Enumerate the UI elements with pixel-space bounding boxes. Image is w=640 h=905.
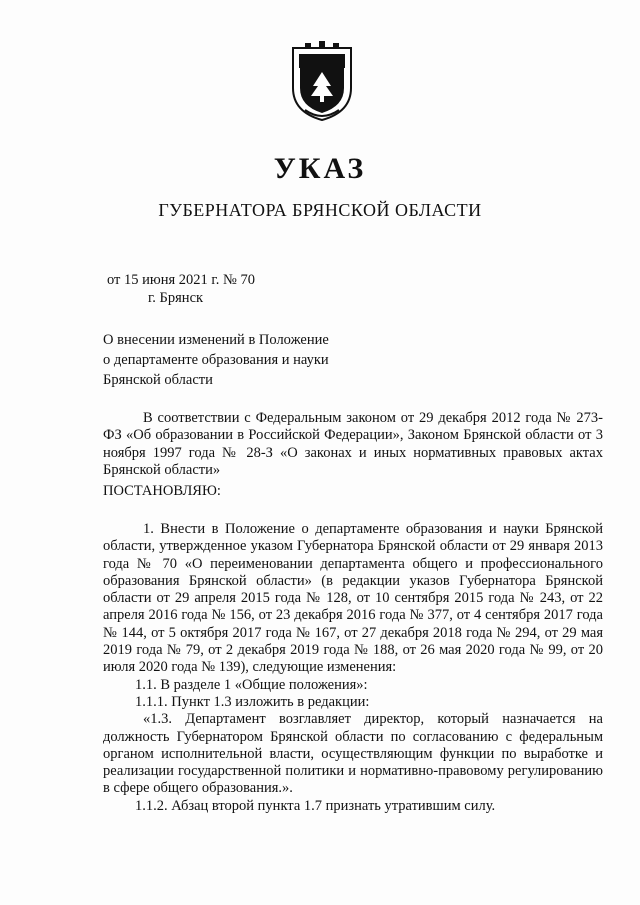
document-subtitle: ГУБЕРНАТОРА БРЯНСКОЙ ОБЛАСТИ (158, 200, 482, 220)
decree-word: ПОСТАНОВЛЯЮ: (103, 483, 221, 499)
subject-line: Брянской области (103, 372, 213, 388)
item-1-paragraph: 1. Внести в Положение о департаменте образования и науки Брянской области, утвержденное указом Губернатора Брянской области от 29 января 2013 года № 70 «О переименовании департамента общего и профессионального образования Брянской области» (в редакции указов Губернатора Брянской области от 29 апреля 2015 года № 128, от 10 сентября 2015 года № 243, от 22 апреля 2016 года № 156, от 23 декабря 2016 года № 377, от 4 сентября 2017 года № 144, от 5 октября 2017 года № 167, от 27 декабря 2018 года № 294, от 29 мая 2019 года № 79, от 2 декабря 2019 года № 188, от 26 мая 2020 года № 99, от 20 июля 2020 года № 139), следующие изменения: (103, 521, 603, 676)
coat-of-arms-icon (287, 40, 357, 122)
subject-line: о департаменте образования и науки (103, 352, 329, 368)
item-1-1-paragraph: 1.1. В разделе 1 «Общие положения»: (135, 676, 368, 693)
document-title: УКАЗ (273, 152, 367, 185)
document-city: г. Брянск (148, 290, 204, 306)
subject-line: О внесении изменений в Положение (103, 332, 329, 348)
document-subject (103, 330, 403, 390)
item-1-1-1-text-paragraph: «1.3. Департамент возглавляет директор, который назначается на должность Губернатором Брянской области по согласованию с федеральным органом исполнительной власти, осуществляющим функции по выработке и реализации государственной политики и нормативно-правовому регулированию в сфере общего образования.». (103, 711, 603, 797)
preamble-block (103, 410, 603, 479)
document-date-number: от 15 июня 2021 г. № 70 (107, 272, 255, 288)
item-1-1-2-paragraph: 1.1.2. Абзац второй пункта 1.7 признать утратившим силу. (135, 797, 496, 814)
decree-items-block (103, 521, 603, 815)
item-1-1-1-paragraph: 1.1.1. Пункт 1.3 изложить в редакции: (135, 693, 370, 710)
preamble-paragraph: В соответствии с Федеральным законом от 29 декабря 2012 года № 273-ФЗ «Об образовании в Российской Федерации», Законом Брянской области от 3 ноября 1997 года № 28-З «О законах и иных нормативных правовых актах Брянской области» (103, 410, 603, 478)
